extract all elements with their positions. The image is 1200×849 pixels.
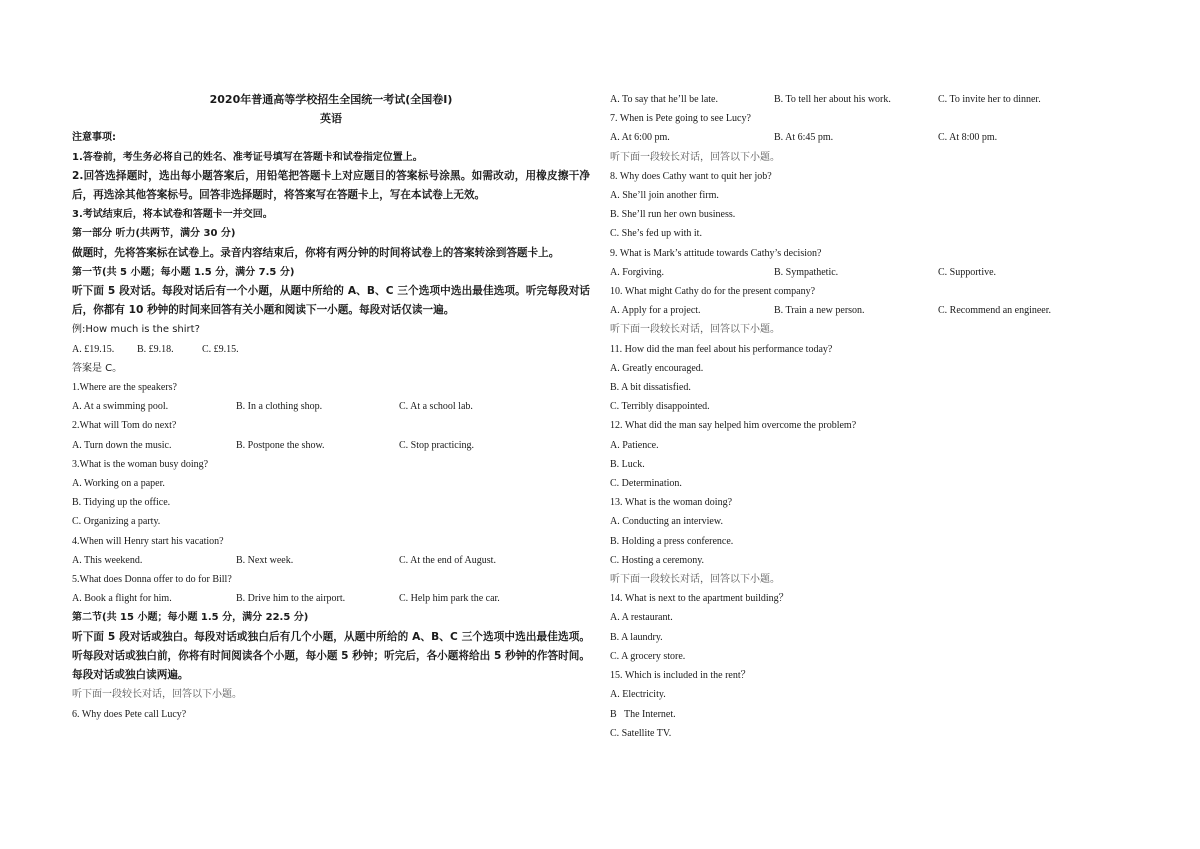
option-b: B. Train a new person.: [774, 305, 865, 317]
question-8: 8. Why does Cathy want to quit her job?: [610, 170, 772, 182]
question-12: 12. What did the man say helped him overcome the problem?: [610, 420, 857, 432]
question-11: 11. How did the man feel about his performance today?: [610, 343, 833, 355]
question-11-option-a: A. Greatly encouraged.: [610, 362, 704, 374]
section2-instruction: 听下面 5 段对话或独白。每段对话或独白后有几个小题，从题中所给的 A、B、C 三个选项中选出最佳选项。听每段对话或独白前，你将有时间阅读各个小题，每小题 5 秒钟；听完后，各小题将给出 5 秒钟的作答时间。每段对话或独白读两遍。: [72, 630, 590, 682]
question-12-option-c: C. Determination.: [610, 478, 682, 490]
option-c: C. Stop practicing.: [399, 439, 474, 451]
option-b: B. To tell her about his work.: [774, 94, 891, 105]
option-c: C. Supportive.: [938, 266, 997, 278]
right-column: [610, 90, 1130, 743]
option-b: B. At 6:45 pm.: [774, 132, 834, 144]
question-3-option-c: C. Organizing a party.: [72, 516, 161, 528]
option-c: C. At the end of August.: [399, 554, 496, 566]
option-a: A. Forgiving.: [610, 266, 664, 278]
note-item-1: 1.答卷前，考生务必将自己的姓名、准考证号填写在答题卡和试卷指定位置上。: [72, 151, 423, 163]
question-3-option-a: A. Working on a paper.: [72, 478, 165, 490]
question-8-option-c: C. She’s fed up with it.: [610, 228, 702, 240]
section1-heading: 第一节(共 5 小题；每小题 1.5 分，满分 7.5 分): [72, 266, 295, 278]
example-answer: 答案是 C。: [72, 362, 123, 374]
question-5: 5.What does Donna offer to do for Bill?: [72, 574, 232, 586]
question-14-option-b: B. A laundry.: [610, 631, 663, 643]
option-a: A. Apply for a project.: [610, 305, 701, 317]
question-15-option-c: C. Satellite TV.: [610, 727, 672, 739]
question-15: 15. Which is included in the rent？: [610, 670, 751, 682]
question-3-option-b: B. Tidying up the office.: [72, 497, 171, 509]
question-14-option-a: A. A restaurant.: [610, 612, 673, 624]
question-4: 4.When will Henry start his vacation?: [72, 535, 224, 547]
option-b: B. Next week.: [236, 554, 294, 566]
notes-heading: 注意事项:: [72, 132, 116, 144]
question-7-options: [610, 128, 1130, 147]
option-b: B. In a clothing shop.: [236, 401, 323, 413]
question-14-option-c: C. A grocery store.: [610, 650, 686, 662]
option-a: A. This weekend.: [72, 554, 143, 566]
question-12-option-a: A. Patience.: [610, 439, 659, 451]
section1-instruction: 听下面 5 段对话。每段对话后有一个小题，从题中所给的 A、B、C 三个选项中选出最佳选项。听完每段对话后，你都有 10 秒钟的时间来回答有关小题和阅读下一小题。每段对话仅读一遍。: [72, 285, 590, 317]
question-14: 14. What is next to the apartment building？: [610, 593, 789, 605]
question-11-option-c: C. Terribly disappointed.: [610, 401, 710, 413]
question-9: 9. What is Mark’s attitude towards Cathy’s decision?: [610, 247, 822, 259]
option-a: A. At 6:00 pm.: [610, 132, 670, 144]
part1-instruction: 做题时，先将答案标在试卷上。录音内容结束后，你将有两分钟的时间将试卷上的答案转涂到答题卡上。: [72, 246, 560, 259]
option-c: C. Recommend an engineer.: [938, 305, 1052, 317]
section2-heading: 第二节(共 15 小题；每小题 1.5 分，满分 22.5 分): [72, 612, 309, 624]
question-9-options: [610, 263, 1130, 282]
option-b: B. Sympathetic.: [774, 266, 839, 278]
option-a: A. To say that he’ll be late.: [610, 94, 718, 105]
option-b: B. £9.18.: [137, 343, 174, 355]
question-13: 13. What is the woman doing?: [610, 497, 733, 509]
question-6-options: [610, 90, 1130, 109]
question-3: 3.What is the woman busy doing?: [72, 458, 209, 470]
left-column: [72, 90, 590, 724]
question-10: 10. What might Cathy do for the present company?: [610, 286, 816, 298]
option-b: B. Drive him to the airport.: [236, 593, 346, 605]
note-item-3: 3.考试结束后，将本试卷和答题卡一并交回。: [72, 209, 273, 221]
question-13-option-c: C. Hosting a ceremony.: [610, 554, 705, 566]
long-dialogue-cue: 听下面一段较长对话，回答以下小题。: [610, 574, 780, 586]
question-4-options: [72, 551, 590, 570]
question-5-options: [72, 589, 590, 608]
question-13-option-b: B. Holding a press conference.: [610, 535, 734, 547]
option-c: C. At a school lab.: [399, 401, 473, 413]
example-options: [72, 340, 590, 359]
question-7: 7. When is Pete going to see Lucy?: [610, 113, 751, 125]
question-2-options: [72, 436, 590, 455]
option-a: A. Turn down the music.: [72, 439, 172, 451]
question-15-option-b: B The Internet.: [610, 708, 676, 720]
long-dialogue-cue: 听下面一段较长对话，回答以下小题。: [72, 689, 242, 701]
option-c: C. To invite her to dinner.: [938, 94, 1041, 105]
note-item-2: 2.回答选择题时，选出每小题答案后，用铅笔把答题卡上对应题目的答案标号涂黑。如需改动，用橡皮擦干净后，再选涂其他答案标号。回答非选择题时，将答案写在答题卡上，写在本试卷上无效。: [72, 169, 590, 202]
question-12-option-b: B. Luck.: [610, 458, 645, 470]
question-8-option-b: B. She’ll run her own business.: [610, 209, 736, 221]
question-6: 6. Why does Pete call Lucy?: [72, 708, 187, 720]
question-1-options: [72, 397, 590, 416]
option-a: A. At a swimming pool.: [72, 401, 169, 413]
question-2: 2.What will Tom do next?: [72, 420, 177, 432]
option-b: B. Postpone the show.: [236, 439, 325, 451]
exam-title: 2020年普通高等学校招生全国统一考试(全国卷Ⅰ): [209, 93, 453, 106]
option-c: C. £9.15.: [202, 343, 239, 355]
subject-title: 英语: [320, 112, 342, 126]
option-a: A. £19.15.: [72, 343, 115, 355]
question-1: 1.Where are the speakers?: [72, 382, 177, 394]
part1-heading: 第一部分 听力(共两节，满分 30 分): [72, 228, 236, 240]
option-c: C. Help him park the car.: [399, 593, 500, 605]
long-dialogue-cue: 听下面一段较长对话，回答以下小题。: [610, 151, 780, 163]
option-a: A. Book a flight for him.: [72, 593, 172, 605]
option-c: C. At 8:00 pm.: [938, 132, 998, 144]
example-question: 例:How much is the shirt?: [72, 324, 200, 336]
question-11-option-b: B. A bit dissatisfied.: [610, 382, 691, 394]
question-10-options: [610, 301, 1130, 320]
question-8-option-a: A. She’ll join another firm.: [610, 190, 719, 202]
question-13-option-a: A. Conducting an interview.: [610, 516, 723, 528]
long-dialogue-cue: 听下面一段较长对话，回答以下小题。: [610, 324, 780, 336]
question-15-option-a: A. Electricity.: [610, 689, 666, 701]
